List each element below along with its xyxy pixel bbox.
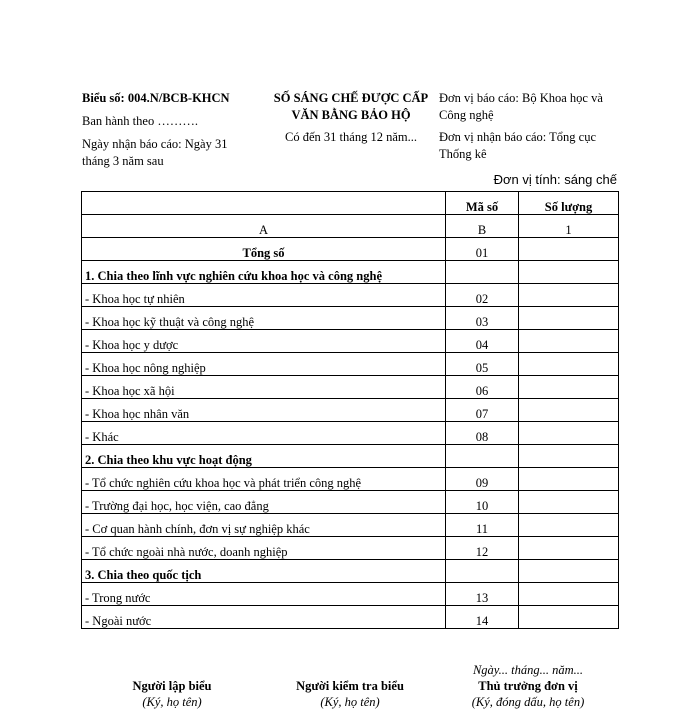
table-row [82, 606, 619, 629]
table-row [82, 445, 619, 468]
signature-preparer [92, 662, 252, 710]
table-row [82, 537, 619, 560]
row-code: 10 [446, 491, 519, 514]
head-role: Thủ trưởng đơn vị [478, 679, 578, 693]
row-label: - Tổ chức ngoài nhà nước, doanh nghiệp [82, 537, 446, 560]
row-quantity [519, 284, 619, 307]
row-code: 02 [446, 284, 519, 307]
row-code: 06 [446, 376, 519, 399]
row-label: - Khoa học kỹ thuật và công nghệ [82, 307, 446, 330]
table-row [82, 491, 619, 514]
preparer-role: Người lập biểu [132, 679, 212, 693]
row-quantity [519, 560, 619, 583]
received-date: Ngày nhận báo cáo: Ngày 31 tháng 3 năm sau [82, 137, 228, 168]
table-row [82, 422, 619, 445]
receiving-unit: Đơn vị nhận báo cáo: Tổng cục Thống kê [439, 130, 597, 161]
row-code: 05 [446, 353, 519, 376]
table-header-row [82, 192, 619, 215]
row-code: 09 [446, 468, 519, 491]
row-label: - Khoa học nhân văn [82, 399, 446, 422]
row-code [446, 560, 519, 583]
index-cell-c: 1 [519, 215, 619, 238]
row-quantity [519, 376, 619, 399]
header-cell-code: Mã số [446, 192, 519, 215]
row-quantity [519, 468, 619, 491]
row-code: 07 [446, 399, 519, 422]
report-title-line1: SỐ SÁNG CHẾ ĐƯỢC CẤP [273, 91, 429, 105]
form-code: Biểu số: 004.N/BCB-KHCN [82, 91, 230, 105]
table-row [82, 238, 619, 261]
signature-head [448, 662, 608, 710]
head-note: (Ký, đóng dấu, họ tên) [471, 695, 585, 709]
row-label: - Khoa học nông nghiệp [82, 353, 446, 376]
row-label: - Tổ chức nghiên cứu khoa học và phát triển công nghệ [82, 468, 446, 491]
head-sign-date: Ngày... tháng... năm... [472, 663, 584, 677]
row-quantity [519, 399, 619, 422]
header-cell-description [82, 192, 446, 215]
row-code: 11 [446, 514, 519, 537]
row-quantity [519, 261, 619, 284]
row-label: Tổng số [82, 238, 446, 261]
table-row [82, 261, 619, 284]
table-row [82, 376, 619, 399]
table-row [82, 353, 619, 376]
row-code: 13 [446, 583, 519, 606]
checker-role: Người kiểm tra biểu [296, 679, 404, 693]
row-code: 04 [446, 330, 519, 353]
reporting-unit: Đơn vị báo cáo: Bộ Khoa học và Công nghệ [439, 91, 603, 122]
table-index-row [82, 215, 619, 238]
row-quantity [519, 537, 619, 560]
row-quantity [519, 514, 619, 537]
row-label: - Khoa học y dược [82, 330, 446, 353]
table-row [82, 560, 619, 583]
row-quantity [519, 445, 619, 468]
checker-note: (Ký, họ tên) [320, 695, 380, 709]
row-label: - Trường đại học, học viện, cao đẳng [82, 491, 446, 514]
row-code: 14 [446, 606, 519, 629]
table-row [82, 307, 619, 330]
index-cell-a: A [82, 215, 446, 238]
row-quantity [519, 583, 619, 606]
row-quantity [519, 353, 619, 376]
table-row [82, 330, 619, 353]
row-code: 03 [446, 307, 519, 330]
row-code: 12 [446, 537, 519, 560]
row-label: - Trong nước [82, 583, 446, 606]
row-label: - Cơ quan hành chính, đơn vị sự nghiệp khác [82, 514, 446, 537]
row-code [446, 445, 519, 468]
issued-by: Ban hành theo ………. [82, 114, 198, 128]
signature-date-spacer [270, 662, 430, 678]
table-row [82, 284, 619, 307]
report-table-body [82, 192, 619, 629]
row-quantity [519, 422, 619, 445]
table-row [82, 399, 619, 422]
row-label: 2. Chia theo khu vực hoạt động [82, 445, 446, 468]
row-label: 3. Chia theo quốc tịch [82, 560, 446, 583]
row-quantity [519, 330, 619, 353]
row-label: 1. Chia theo lĩnh vực nghiên cứu khoa học và công nghệ [82, 261, 446, 284]
report-table [81, 191, 619, 629]
row-code: 01 [446, 238, 519, 261]
row-label: - Ngoài nước [82, 606, 446, 629]
row-label: - Khoa học xã hội [82, 376, 446, 399]
unit-label: Đơn vị tính: sáng chế [493, 172, 617, 187]
table-row [82, 468, 619, 491]
row-quantity [519, 238, 619, 261]
row-quantity [519, 491, 619, 514]
row-code: 08 [446, 422, 519, 445]
header-left [82, 90, 257, 170]
header-center [262, 90, 440, 146]
row-label: - Khoa học tự nhiên [82, 284, 446, 307]
report-title-line2: VĂN BẰNG BẢO HỘ [291, 108, 411, 122]
row-quantity [519, 606, 619, 629]
signature-checker [270, 662, 430, 710]
signature-date-spacer [92, 662, 252, 678]
report-period: Có đến 31 tháng 12 năm... [285, 130, 417, 144]
header-cell-quantity: Số lượng [519, 192, 619, 215]
preparer-note: (Ký, họ tên) [142, 695, 202, 709]
table-row [82, 514, 619, 537]
row-code [446, 261, 519, 284]
header-right [439, 90, 619, 163]
table-row [82, 583, 619, 606]
index-cell-b: B [446, 215, 519, 238]
row-quantity [519, 307, 619, 330]
row-label: - Khác [82, 422, 446, 445]
